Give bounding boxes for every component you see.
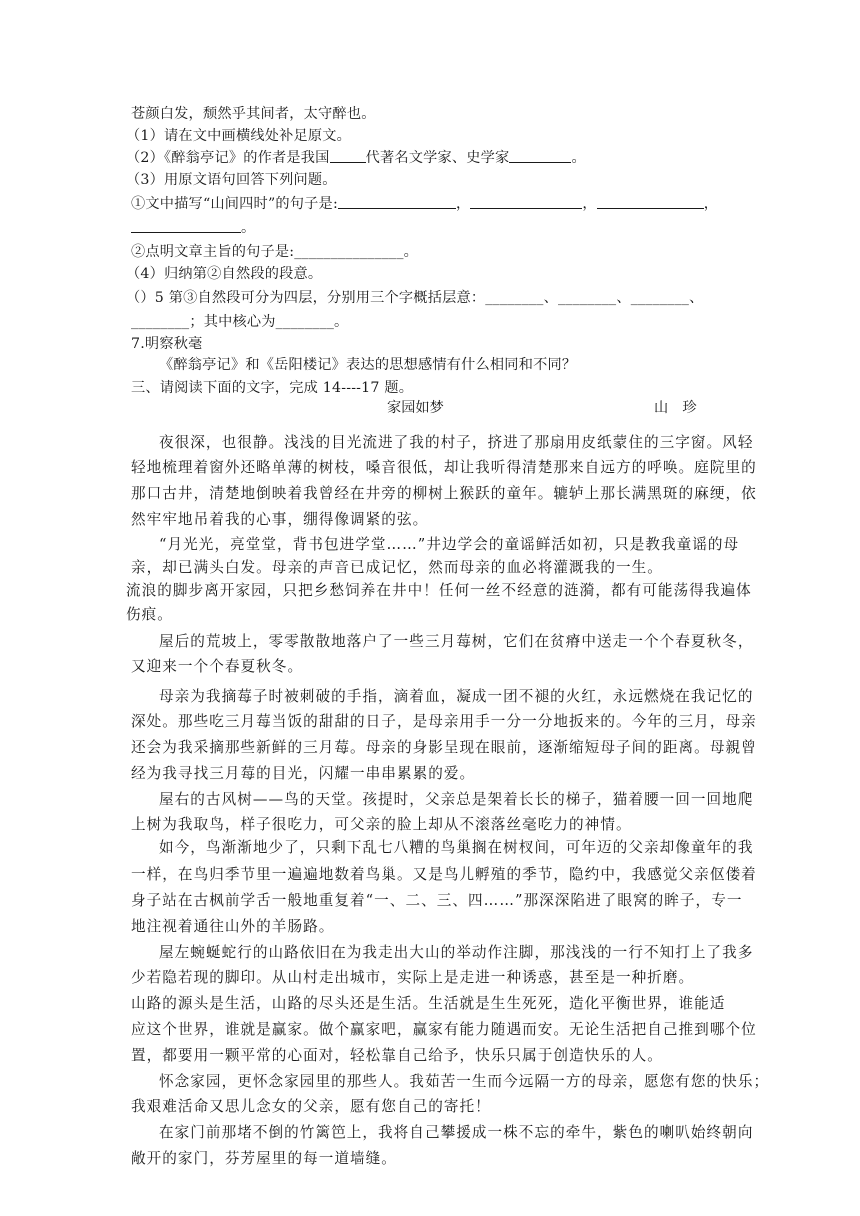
essay-line: 流浪的脚步离开家园，只把乡愁饲养在井中！任何一丝不经意的涟漪，都有可能荡得我遍体	[126, 582, 752, 599]
essay-line: 那口古井，清楚地倒映着我曾经在井旁的柳树上猴跃的童年。辘轳上那长满黑斑的麻绠，依	[131, 485, 757, 502]
answer-blank	[330, 148, 366, 163]
question-compare: 《醉翁亭记》和《岳阳楼记》表达的思想感情有什么相同和不同？	[159, 357, 577, 373]
essay-line: 怀念家园，更怀念家园里的那些人。我茹苦一生而今远隔一方的母亲，愿您有您的快乐；	[159, 1073, 770, 1090]
essay-line: 置，都要用一颗平常的心面对，轻松靠自己给予，快乐只属于创造快乐的人。	[131, 1047, 663, 1064]
answer-blank	[509, 148, 571, 163]
period: 。	[241, 220, 256, 236]
question-3-1-cont	[131, 218, 731, 238]
question-2-prefix: （2）《醉翁亭记》的作者是我国	[126, 150, 330, 166]
question-4: （4）归纳第②自然段的段意。	[126, 266, 323, 282]
essay-line: 如今，鸟渐渐地少了，只剩下乱七八糟的鸟巢搁在树杈间，可年迈的父亲却像童年的我	[159, 839, 754, 856]
essay-line: 屋右的古风树——鸟的天堂。孩提时，父亲总是架着长长的梯子，猫着腰一回一回地爬	[159, 791, 754, 808]
question-3-1-prefix: ①文中描写“山间四时”的句子是:	[131, 196, 338, 212]
essay-line: 轻地梳理着窗外还略单薄的树枝，嗓音很低，却让我听得清楚那来自远方的呼唤。庭院里的	[131, 459, 757, 476]
question-2-suffix: 。	[571, 150, 586, 166]
separator: ，	[455, 196, 471, 212]
essay-line: 上树为我取鸟，样子很吃力，可父亲的脸上却从不滚落丝毫吃力的神情。	[131, 816, 632, 833]
answer-blank	[338, 194, 456, 209]
answer-blank	[131, 218, 241, 233]
essay-title: 家园如梦	[387, 400, 444, 416]
answer-blank	[597, 194, 704, 209]
essay-line: 敞开的家门，芬芳屋里的每一道墙缝。	[131, 1150, 397, 1167]
question-3-1	[131, 194, 731, 214]
essay-line: 夜很深，也很静。浅浅的目光流进了我的村子，挤进了那扇用皮纸蒙住的三字窗。风轻	[159, 434, 754, 451]
essay-line: 我艰难活命又思儿念女的父亲，愿有您自己的寄托！	[131, 1098, 491, 1115]
essay-line: 地注视着通往山外的羊肠路。	[131, 918, 335, 935]
essay-line: 少若隐若现的脚印。从山村走出城市，实际上是走进一种诱惑，甚至是一种折磨。	[131, 969, 695, 986]
essay-author: 山 珍	[654, 400, 697, 416]
essay-line: 又迎来一个个春夏秋冬。	[131, 658, 304, 675]
section-three-heading: 三、请阅读下面的文字，完成 14----17 题。	[131, 380, 414, 396]
question-5-cont: ________；其中核心为________。	[131, 314, 349, 330]
essay-line: 山路的源头是生活，山路的尽头还是生活。生活就是生生死死，造化平衡世界，谁能适	[131, 995, 726, 1012]
separator: ，	[582, 196, 597, 212]
essay-line: 然牢牢地吊着我的心事，绷得像调紧的弦。	[131, 511, 429, 528]
essay-line: 经为我寻找三月莓的目光，闪耀一串串累累的爱。	[131, 765, 476, 782]
essay-line: 屋后的荒坡上，零零散散地落户了一些三月莓树，它们在贫瘠中送走一个个春夏秋冬，	[159, 633, 754, 650]
passage-tail: 苍颜白发，颓然乎其间者，太守醉也。	[131, 106, 376, 122]
section-heading: 7.明察秋毫	[131, 336, 203, 352]
essay-line: 深处。那些吃三月莓当饭的甜甜的日子，是母亲用手一分一分地扳来的。今年的三月，母亲	[131, 713, 757, 730]
essay-line: 亲，却已满头白发。母亲的声音已成记忆，然而母亲的血必将灌溉我的一生。	[131, 559, 663, 576]
essay-line: 应这个世界，谁就是赢家。做个赢家吧，赢家有能力随遇而安。无论生活把自己推到哪个位	[131, 1021, 757, 1038]
essay-line: 伤痕。	[126, 606, 173, 623]
essay-line: 一样，在鸟归季节里一遍遍地数着鸟巢。又是鸟儿孵殖的季节，隐约中，我感觉父亲伛偻着	[131, 866, 757, 883]
question-5: （）5 第③自然段可分为四层，分别用三个字概括层意：________、________、________、	[126, 290, 704, 306]
essay-line: 屋左蜿蜒蛇行的山路依旧在为我走出大山的举动作注脚，那浅浅的一行不知打上了我多	[159, 944, 754, 961]
separator: ，	[703, 196, 719, 212]
essay-line: 母亲为我摘莓子时被刺破的手指，滴着血，凝成一团不褪的火红，永远燃烧在我记忆的	[159, 688, 754, 705]
essay-line: “月光光，亮堂堂，背书包进学堂……”井边学会的童谣鲜活如初，只是教我童谣的母	[159, 536, 740, 553]
essay-line: 身子站在古枫前学舌一般地重复着“一、二、三、四……”那深深陷进了眼窝的眸子，专一	[131, 892, 743, 909]
answer-blank	[470, 194, 582, 209]
question-2-middle: 代著名文学家、史学家	[365, 150, 510, 166]
question-3: （3）用原文语句回答下列问题。	[126, 172, 337, 188]
question-1: （1）请在文中画横线处补足原文。	[126, 128, 352, 144]
question-2	[126, 148, 726, 168]
essay-line: 在家门前那堵不倒的竹篱笆上，我将自己攀援成一株不忘的牵牛，紫色的喇叭始终朝向	[159, 1124, 754, 1141]
question-3-2: ②点明文章主旨的句子是:_______________。	[131, 244, 419, 260]
essay-line: 还会为我采摘那些新鲜的三月莓。母亲的身影呈现在眼前，逐渐缩短母子间的距离。母親曾	[131, 739, 757, 756]
